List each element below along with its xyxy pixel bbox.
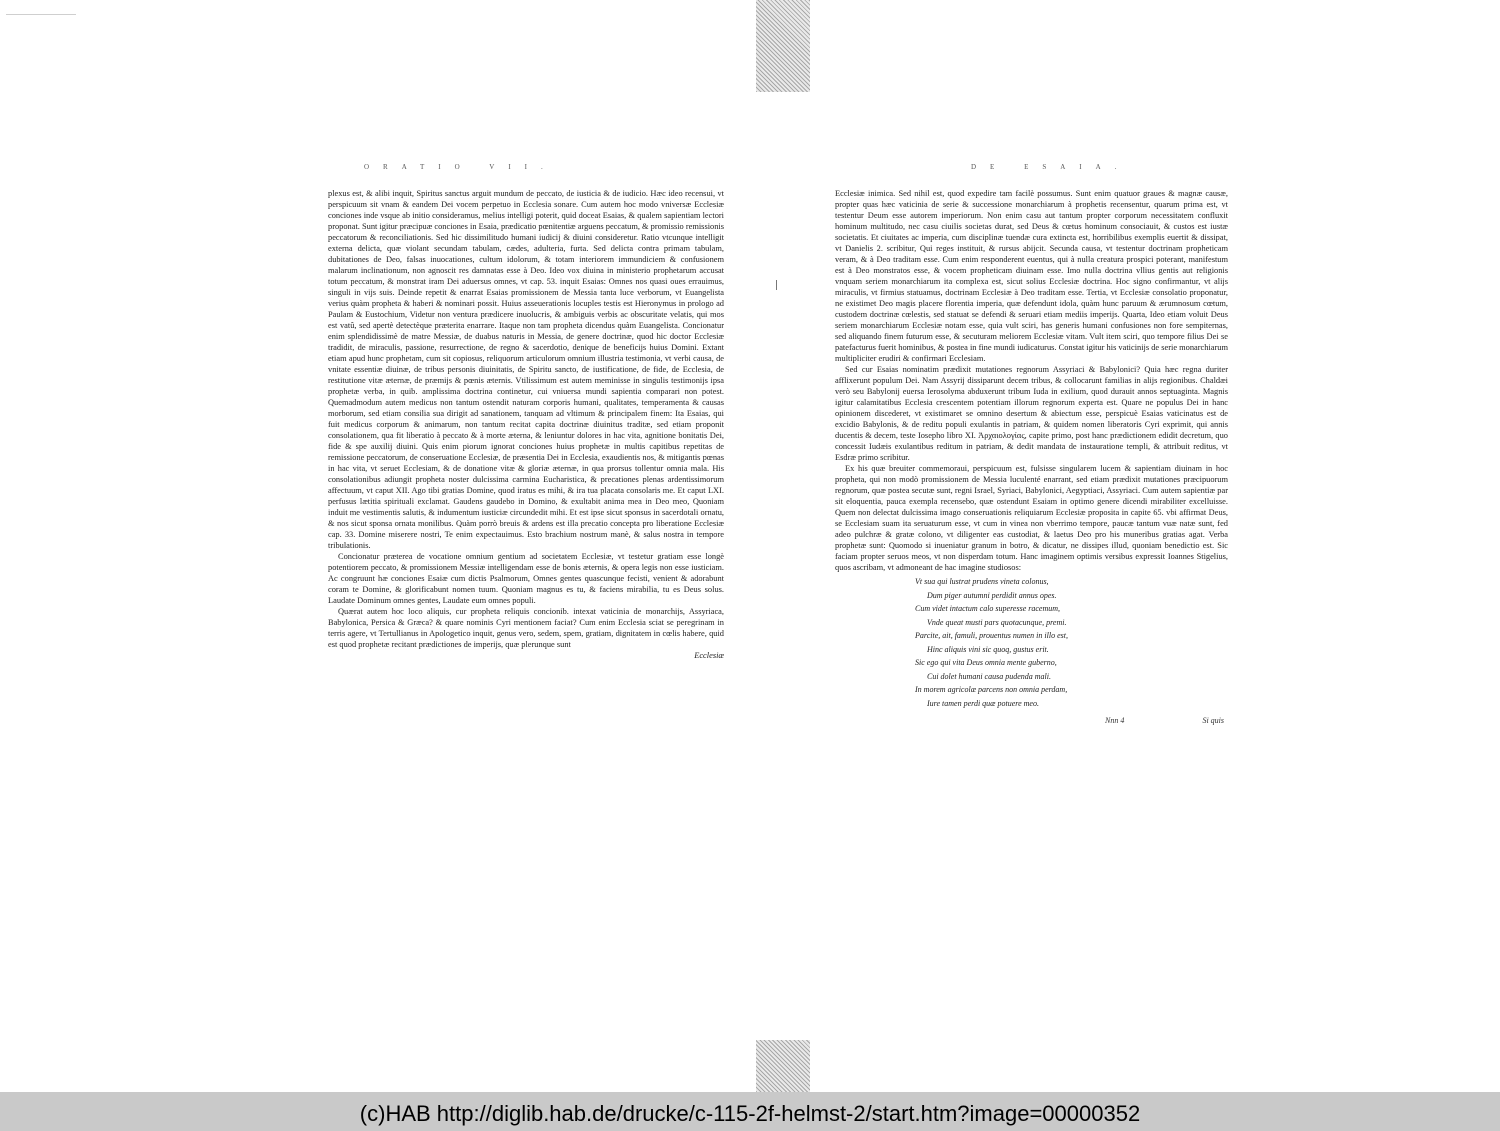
verse-line: Cum videt intactum calo superesse racemum, (915, 604, 1061, 613)
verse-line: Cui dolet humani causa pudenda mali. (927, 671, 1051, 681)
signature-mark: Nnn 4 (1105, 716, 1125, 725)
right-catchword: Si quis (1202, 716, 1224, 725)
signature-line (835, 716, 1228, 730)
right-paragraph-3: Ex his quæ breuiter commemoraui, perspicuum est, fulsisse singularem lucem & sapientiam diuinam in hoc propheta, qui non modò promissionem de Messia luculenté enarrant, sed etiam prædixit mutationes præcipuorum regnorum, quæ postea secutæ sunt, regni Israel, Syriaci, Babylonici, Aegyptiaci, Assyriaci. Cum autem sapientiæ par sit eloquentia, pauca exempla recensebo, quæ ostendunt Esaiam in optimo genere dicendi mirabiliter excelluisse. Quem non delectat dulcissima imago conseruationis reliquiarum Ecclesiæ proposita in capite 65. vbi affirmat Deus, se Ecclesiam suam ita seruaturum esse, vt cum in vinea non vberrimo tempore, paucæ tantum vuæ natæ sunt, fed adeo pulchræ & gratæ colono, vt diligenter eas custodiat, & laetus Deo pro his muneribus gratias agat. Verba prophetæ sunt: Quomodo si inueniatur granum in botro, & dicatur, ne dissipes illud, quoniam benedictio est. Sic faciam propter seruos meos, vt non disperdam totum. Hanc imaginem optimis versibus expressit Ioannes Stigelius, quos ascribam, vt admoneant de hac imagine studiosos: (835, 464, 1228, 572)
verse-line: Sic ego qui vita Deus omnia mente guberno, (915, 658, 1057, 667)
gutter-texture-bottom (756, 1040, 810, 1092)
verse-line: Vt sua qui lustrat prudens vineta colonus, (915, 577, 1049, 586)
verse-line: Vnde queat musti pars quotacunque, premi. (927, 617, 1067, 627)
right-page (835, 163, 1228, 730)
right-paragraph-2: Sed cur Esaias nominatim prædixit mutationes regnorum Assyriaci & Babylonici? Quia hæc regna duriter afflixerunt populum Dei. Nam Assyrij dissiparunt decem tribus, & collocarunt familias in alijs regionibus. Chaldæi verò seu Babylonij euersa Ierosolyma abduxerunt tribum Iuda in exilium, quod durauit annos septuaginta. Magnis igitur calamitatibus Ecclesia crescentem potentiam illorum regnorum experta est. Quare ne populus Dei in hanc opinionem discederet, vt existimaret se omnino desertum & abiectum esse, perspicuè Esaias vaticinatus est de excidio Babylonis, & de reditu populi exulantis in patriam, & quidem nomen liberatoris Cyri exprimit, qui annis ducentis & decem, teste Iosepho libro XI. Ἀρχαιολογίας, capite primo, post hanc prædictionem edidit decretum, quo concessit Iudæis exulantibus reditum in patriam, & dedit mandata de instauratione templi, & attribuit reditus, vt Esdræ primo scribitur. (835, 365, 1228, 462)
left-text-block (328, 188, 724, 661)
gutter-texture-top (756, 0, 810, 92)
left-running-head: ORATIO VII. (364, 163, 557, 171)
verse-line: In morem agricolæ parcens non omnia perdam, (915, 685, 1068, 694)
right-running-head: DE ESAIA. (971, 163, 1131, 171)
verse-line: Hinc aliquis vini sic quoq, gustus erit. (927, 644, 1049, 654)
left-page (328, 163, 724, 661)
verse-line: Dum piger autumni perdidit annus opes. (927, 590, 1057, 600)
corner-mark (6, 0, 76, 15)
verse-line: Parcite, ait, famuli, prouentus numen in illo est, (915, 631, 1068, 640)
left-paragraph-2: Concionatur præterea de vocatione omnium gentium ad societatem Ecclesiæ, vt testetur gratiam esse longè potentiorem peccato, & promissionem Messiæ intelligendam esse de bonis æternis, & opera legis non esse iusticiam. Ac congruunt hæ conciones Esaiæ cum dictis Psalmorum, Omnes gentes quascunque fecisti, venient & adorabunt coram te Domine, & glorificabunt nomen tuum. Quoniam magnus es tu, & faciens mirabilia, tu es Deus solus. Laudate Dominum omnes gentes, Laudate eum omnes populi. (328, 552, 724, 605)
right-paragraph-1: Ecclesiæ inimica. Sed nihil est, quod expedire tam facilè possumus. Sunt enim quatuor graues & magnæ causæ, propter quas hæc vaticinia de serie & successione monarchiarum à prophetis recensentur, quarum prima est, vt testentur Deum esse autorem imperiorum. Non enim casu aut tantum propter corporum necessitatem confluxit hominum multitudo, nec casu ciuilis societas durat, sed Deus & cœtus hominum consociauit, & custos est iustæ societatis. Et ciuitates ac imperia, cum disciplinæ tuendæ cura extincta est, horribilibus exemplis euertit & dissipat, vt Danielis 2. scribitur, Qui reges instituit, & rursus abijcit. Secunda causa, vt testentur doctrinam propheticam veram, & à Deo traditam esse. Cum enim responderent euentus, qui à nulla creatura prospici poterant, manifestum est à Deo monstratos esse, & vocem propheticam diuinam esse. Imo nulla doctrina vllius gentis aut religionis vnquam seriem monarchiarum ita complexa est, sicut solius Ecclesiæ doctrina. Hoc signo confirmantur, vt alijs miraculis, vt firmius statuamus, doctrinam Ecclesiæ à Deo traditam esse. Tertia, vt Ecclesiæ consolatio proponatur, ne existimet Deo magis placere florentia imperia, quæ defendunt idola, quàm hunc paruum & ærumnosum cœtum, custodem doctrinæ cœlestis, sed statuat se defendi & seruari etiam mediis imperijs. Quarta, Ideo etiam voluit Deus seriem monarchiarum Ecclesiæ notam esse, quia vult sciri, has generis humani confusiones non fore sempiternas, sed aliquando finem futurum esse, & secuturam meliorem Ecclesiæ vitam. Vult item sciri, quo tempore filius Dei se patefacturus fuerit hominibus, & postea in fine mundi iudicaturus. Constat igitur his vaticinijs de serie monarchiarum multipliciter erudiri & confirmari Ecclesiam. (835, 189, 1228, 363)
gutter-mark (776, 280, 777, 290)
stigelius-verse (915, 575, 1228, 710)
left-paragraph-3: Quærat autem hoc loco aliquis, cur propheta reliquis concionib. intexat vaticinia de monarchijs, Assyriaca, Babylonica, Persica & Græca? & quare nominis Cyri mentionem faciat? Cum enim Ecclesia sciat se peregrinam in terris agere, vt Tertullianus in Apologetico inquit, genus vero, sedem, spem, gratiam, dignitatem in cœlis habere, quid est quod prophetæ recitant prædictiones de imperijs, quæ plerunque sunt (328, 607, 724, 649)
verse-line: Iure tamen perdi quæ potuere meo. (927, 698, 1039, 708)
left-catchword: Ecclesiæ (694, 651, 724, 660)
right-text-block (835, 188, 1228, 573)
copyright-footer: (c)HAB http://diglib.hab.de/drucke/c-115-2f-helmst-2/start.htm?image=00000352 (0, 1092, 1500, 1131)
left-paragraph-1: plexus est, & alibi inquit, Spiritus sanctus arguit mundum de peccato, de iusticia & de iudicio. Hæc ideo recensui, vt perspicuum sit vnam & eandem Dei vocem perpetuo in Ecclesia sonare. Cum autem hoc modo vniversæ Ecclesiæ conciones inde vsque ab initio consideramus, melius intelligi poterit, quid doceat Esaias, & qualem sapientiam lectori proponat. Sunt igitur præcipuæ conciones in Esaia, prædicatio pœnitentiæ arguens peccatum, & promissio remissionis peccatorum & reconciliationis. Sed hic dissimilitudo humani iudicij & diuini consideretur. Ratio vtcunque intelligit externa delicta, quæ violant secundam tabulam, cædes, adulteria, furta. Sed delicta contra primam tabulam, dubitationes de Deo, falsas inuocationes, cultum idolorum, & totam interiorem immundiciem & confusionem malarum inclinationum, non agnoscit res damnatas esse à Deo. Ideo vox diuina in ministerio prophetarum accusat totum peccatum, & monstrat iram Dei aduersus omnes, vt cap. 53. inquit Esaias: Omnes nos quasi oues errauimus, singuli in vijs suis. Deinde repetit & enarrat Esaias promissionem de Messia tanta luce verborum, vt Euangelista verius quàm propheta & haberi & nominari possit. Huius asseuerationis locuples testis est Hieronymus in prologo ad Paulam & Eustochium, Videtur non ventura prædicere inuolucris, & ambiguis verbis ac obscuritate velatis, qui mos est vatû, sed apertè detectèque præterita enarrare. Itaque non tam propheta dicendus quàm Euangelista. Concionatur enim splendidissimè de matre Messiæ, de duabus naturis in Messia, de genere doctrinæ, quod hic doctor Ecclesiæ tradidit, de miraculis, passione, resurrectione, de regno & sacerdotio, denique de beneficijs huius Domini. Extant etiam apud hunc prophetam, cum sit copiosus, reliquorum articulorum omnium illustria testimonia, vt verbi causa, de vnitate essentiæ diuinæ, de tribus personis diuinitatis, de Spiritu sancto, de iustificatione, de fide, de Ecclesia, de restitutione vitæ æternæ, de præmijs & pœnis æternis. Vtilissimum est autem meminisse in singulis testimonijs ipsa prophetæ verba, in quib. amplissima doctrina continetur, cui vniuersa mundi sapientia comparari non potest. Quemadmodum autem medicus non tantum ostendit naturam corporis humani, qualitates, temperamenta & causas morborum, sed etiam consilia sua dirigit ad sanationem, tanquam ad vltimum & principalem finem: Ita Esaias, qui fuit medicus corporum & animarum, non tantum recitat capita doctrinæ diuinitus traditæ, sed etiam proponit consolationem, qua fit liberatio à peccato & à morte æterna, & leniuntur dolores in hac vita, agnitione bonitatis Dei, fide & spe auxilij diuini. Quis enim piorum ignorat conciones huius prophetæ in multis capitibus repetitas de remissione peccatorum, de conseruatione Ecclesiæ, de præsentia Dei in Ecclesia, exaudientis nos, & mitigantis pœnas in hac vita, vt seruet Ecclesiam, & de donatione vitæ & gloriæ æternæ, in qua prorsus tollentur omnia mala. His consolationibus adiungit propheta noster dulcissima carmina Eucharistica, & precationes plenas ardentissimorum affectuum, vt caput XII. Ago tibi gratias Domine, quod iratus es mihi, & ira tua placata consolaris me. Et caput LXI. perfusus lætitia spirituali exclamat. Gaudens gaudebo in Domino, & exultabit anima mea in Deo meo, Quoniam induit me vestimentis salutis, & indumentum iusticiæ circundedit mihi. Et est ipse sicut sponsus in sacerdotali ornatu, & nos sicut sponsa ornata monilibus. Quàm porrò breuis & ardens est illa precatio concepta pro liberatione Ecclesiæ cap. 33. Domine miserere nostri, Te enim expectauimus. Esto brachium nostrum manè, & salus nostra in tempore tribulationis. (328, 189, 724, 550)
